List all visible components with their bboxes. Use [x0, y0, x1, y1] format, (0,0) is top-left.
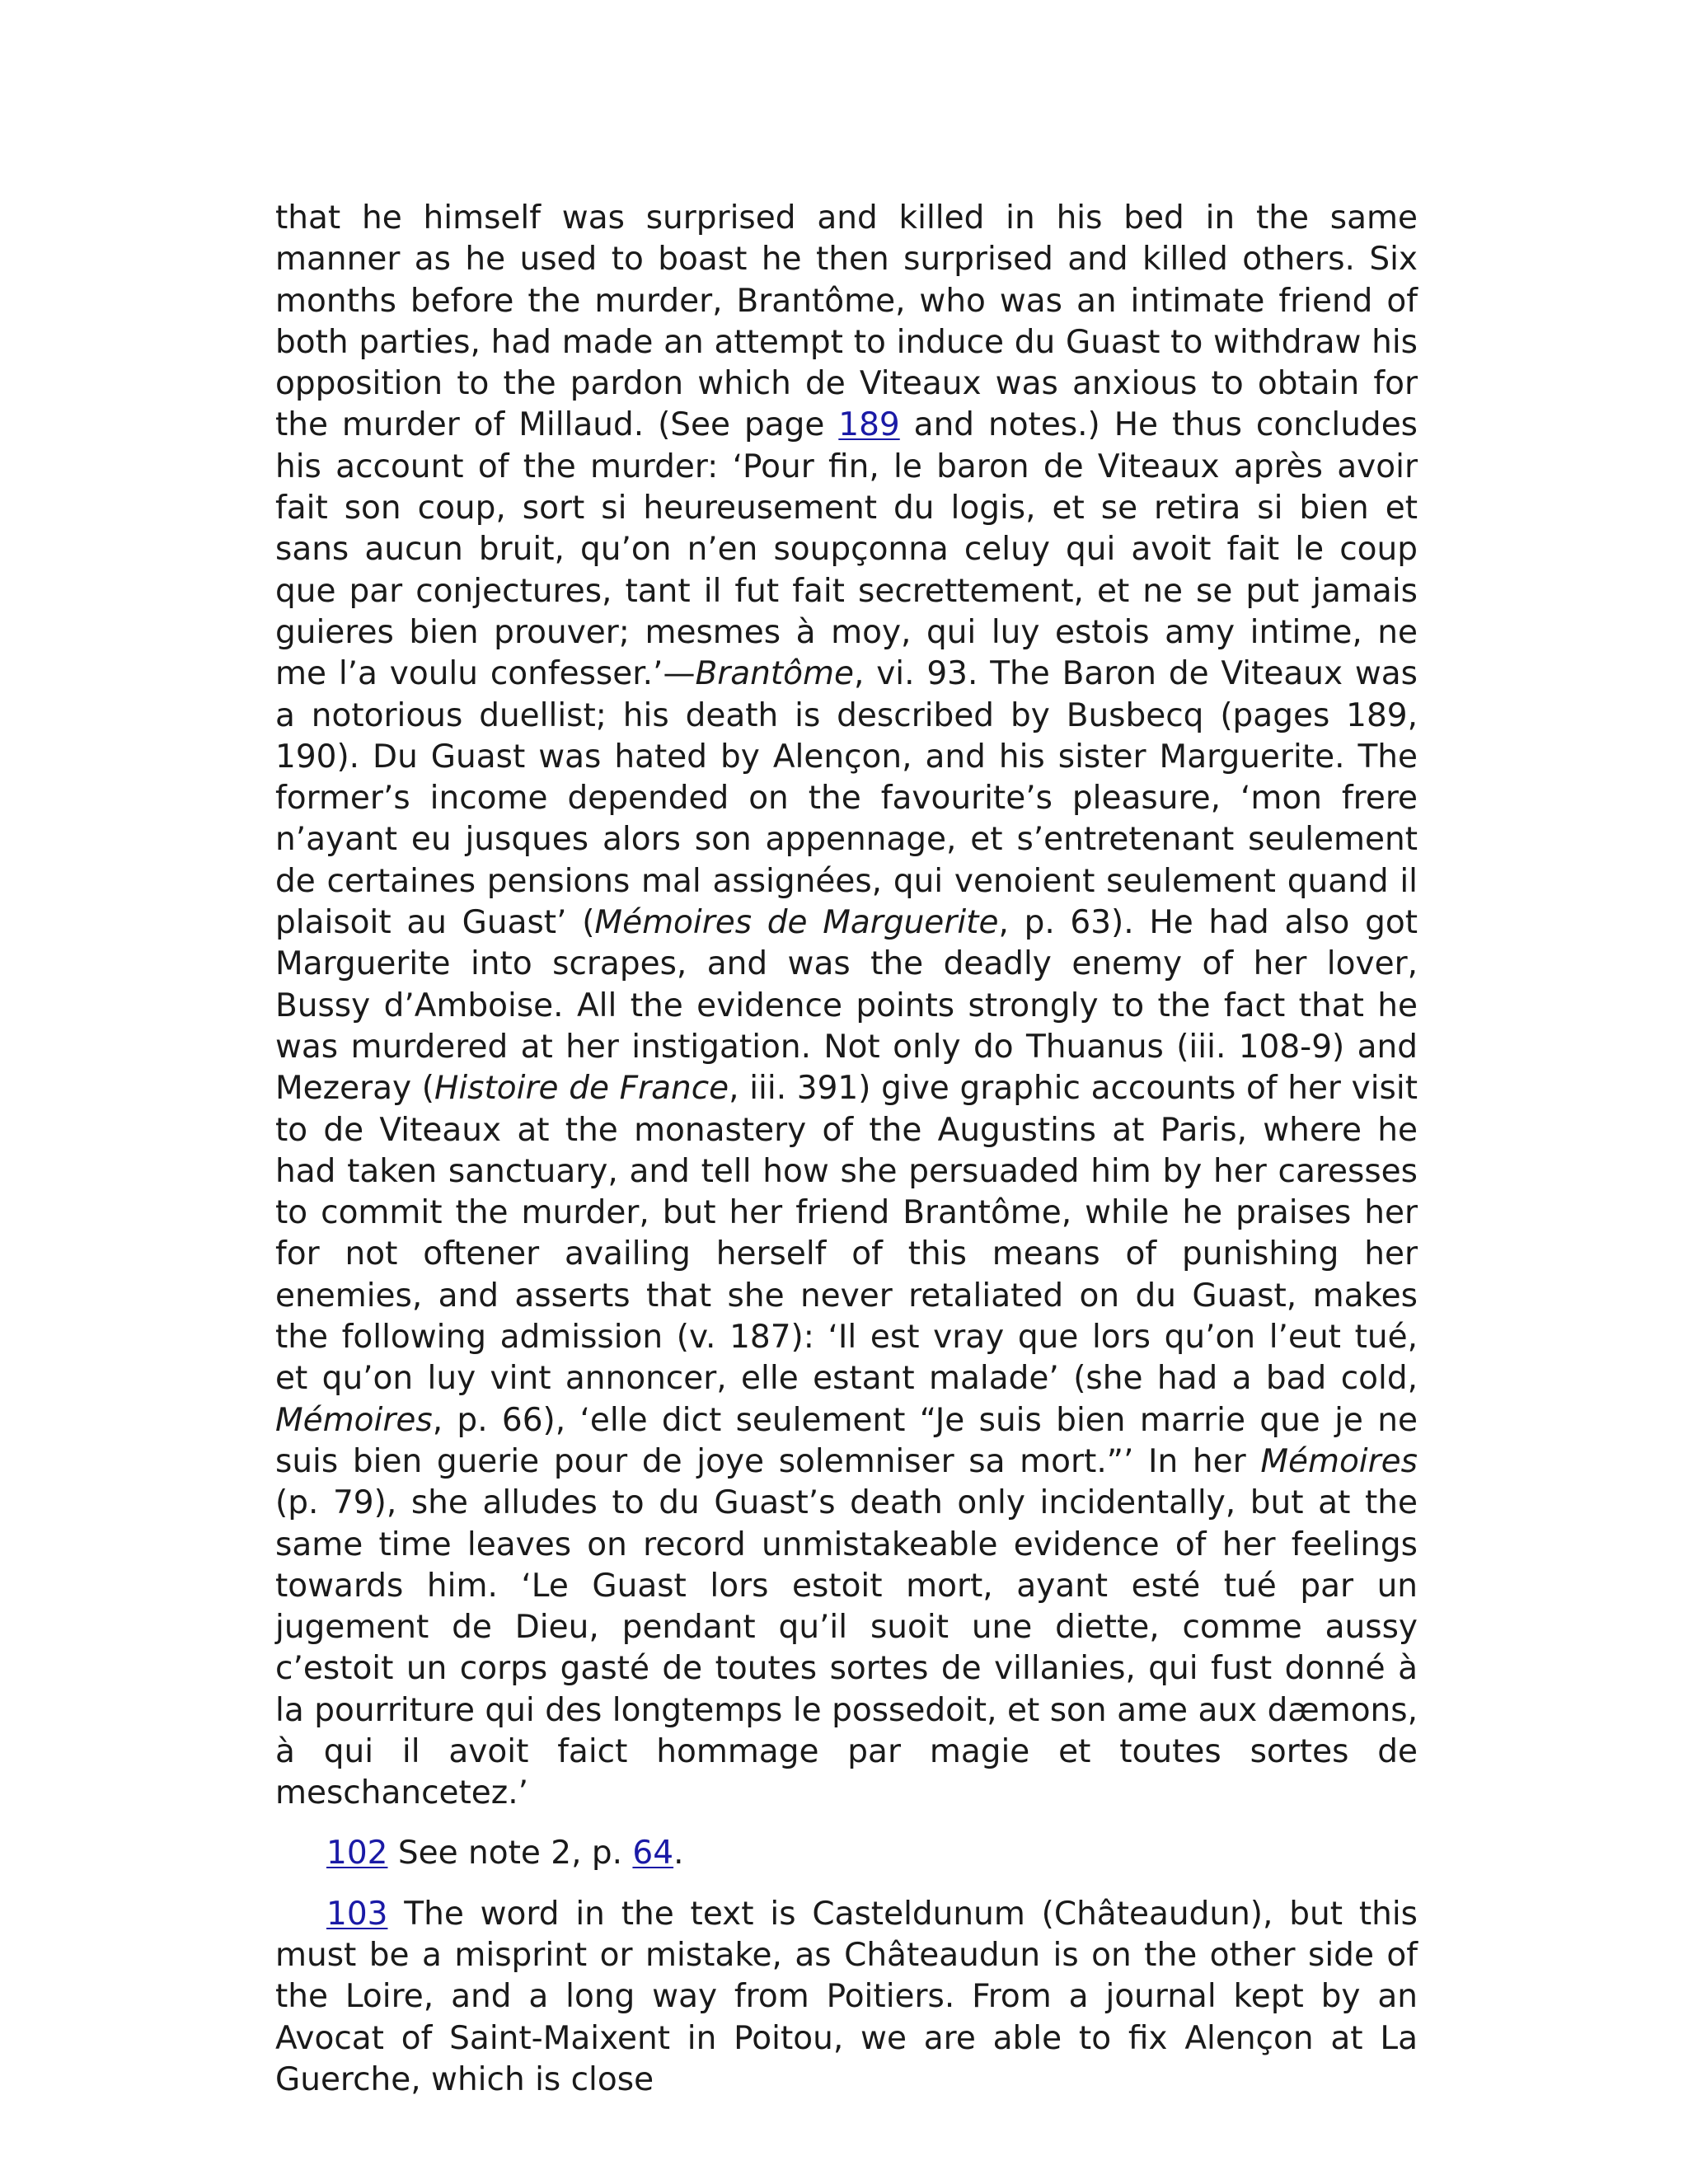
text-run: that he himself was surprised and killed in his bed in the same manner as he used to boast he then surprised and killed others. Six months before the murder, Brantôme, who was an intimate friend of both parties, had made an attempt to induce du Guast to withdraw his opposition to the pardon which de Viteaux was anxious to obtain for the murder of Millaud. (See page: [275, 199, 1418, 444]
document-page: [275, 198, 1418, 2101]
footnote-102-end: .: [673, 1834, 684, 1872]
footnote-103-number-link[interactable]: 103: [326, 1895, 388, 1933]
text-run: (p. 79), she alludes to du Guast’s death only incidentally, but at the same time leaves on record unmistakeable evidence of her feelings towards him. ‘Le Guast lors estoit mort, ayant esté tué par un jugement de Dieu, pendant qu’il suoit une diette, comme aussy c’estoit un corps gasté de toutes sortes de villanies, qui fust donné à la pourriture qui des longtemps le possedoit, et son ame aux dæmons, à qui il avoit faict hommage par magie et toutes sortes de meschancetez.’: [275, 1484, 1418, 1812]
page-189-link[interactable]: 189: [838, 406, 900, 444]
footnote-103: [275, 1894, 1418, 2101]
italic-title: Brantôme: [695, 655, 854, 693]
text-run: and notes.) He thus concludes his account of the murder: ‘Pour fin, le baron de Viteaux après avoir fait son coup, sort si heureusement du logis, et se retira si bien et sans aucun bruit, qu’on n’en soupçonna celuy qui avoit fait le coup que par conjectures, tant il fut fait secrettement, et ne se put jamais guieres bien prouver; mesmes à moy, qui luy estois amy intime, ne me l’a voulu confesser.’—: [275, 406, 1418, 693]
footnote-103-text: The word in the text is Casteldunum (Châteaudun), but this must be a misprint or mistake, as Châteaudun is on the other side of the Loire, and a long way from Poitiers. From a journal kept by an Avocat of Saint-Maixent in Poitou, we are able to fix Alençon at La Guerche, which is close: [275, 1895, 1418, 2099]
page-64-link[interactable]: 64: [632, 1834, 674, 1872]
footnote-102-number-link[interactable]: 102: [326, 1834, 388, 1872]
text-run: , p. 66), ‘elle dict seulement “Je suis bien marrie que je ne suis bien guerie pour de joye solemniser sa mort.”’ In her: [275, 1401, 1418, 1480]
footnote-continuation-paragraph: [275, 198, 1418, 1815]
italic-title: Mémoires: [275, 1401, 433, 1439]
footnote-102-text: See note 2, p.: [387, 1834, 633, 1872]
italic-title: Mémoires: [1260, 1442, 1418, 1480]
text-run: , vi. 93. The Baron de Viteaux was a notorious duellist; his death is described by Busbecq (pages 189, 190). Du Guast was hated by Alençon, and his sister Marguerite. The former’s income depended on the favourite’s pleasure, ‘mon frere n’ayant eu jusques alors son appennage, et s’entretenant seulement de certaines pensions mal assignées, qui venoient seulement quand il plaisoit au Guast’ (: [275, 655, 1418, 942]
italic-title: Histoire de France: [434, 1070, 729, 1108]
italic-title: Mémoires de Marguerite: [594, 904, 999, 942]
text-run: , iii. 391) give graphic accounts of her visit to de Viteaux at the monastery of the Augustins at Paris, where he had taken sanctuary, and tell how she persuaded him by her caresses to commit the murder, but her friend Brantôme, while he praises her for not oftener availing herself of this means of punishing her enemies, and asserts that she never retaliated on du Guast, makes the following admission (v. 187): ‘Il est vray que lors qu’on l’eut tué, et qu’on luy vint annoncer, elle estant malade’ (she had a bad cold,: [275, 1070, 1418, 1398]
text-run: , p. 63). He had also got Marguerite into scrapes, and was the deadly enemy of her lover, Bussy d’Amboise. All the evidence points strongly to the fact that he was murdered at her instigation. Not only do Thuanus (iii. 108-9) and Mezeray (: [275, 904, 1418, 1108]
footnote-102: [275, 1833, 1418, 1874]
